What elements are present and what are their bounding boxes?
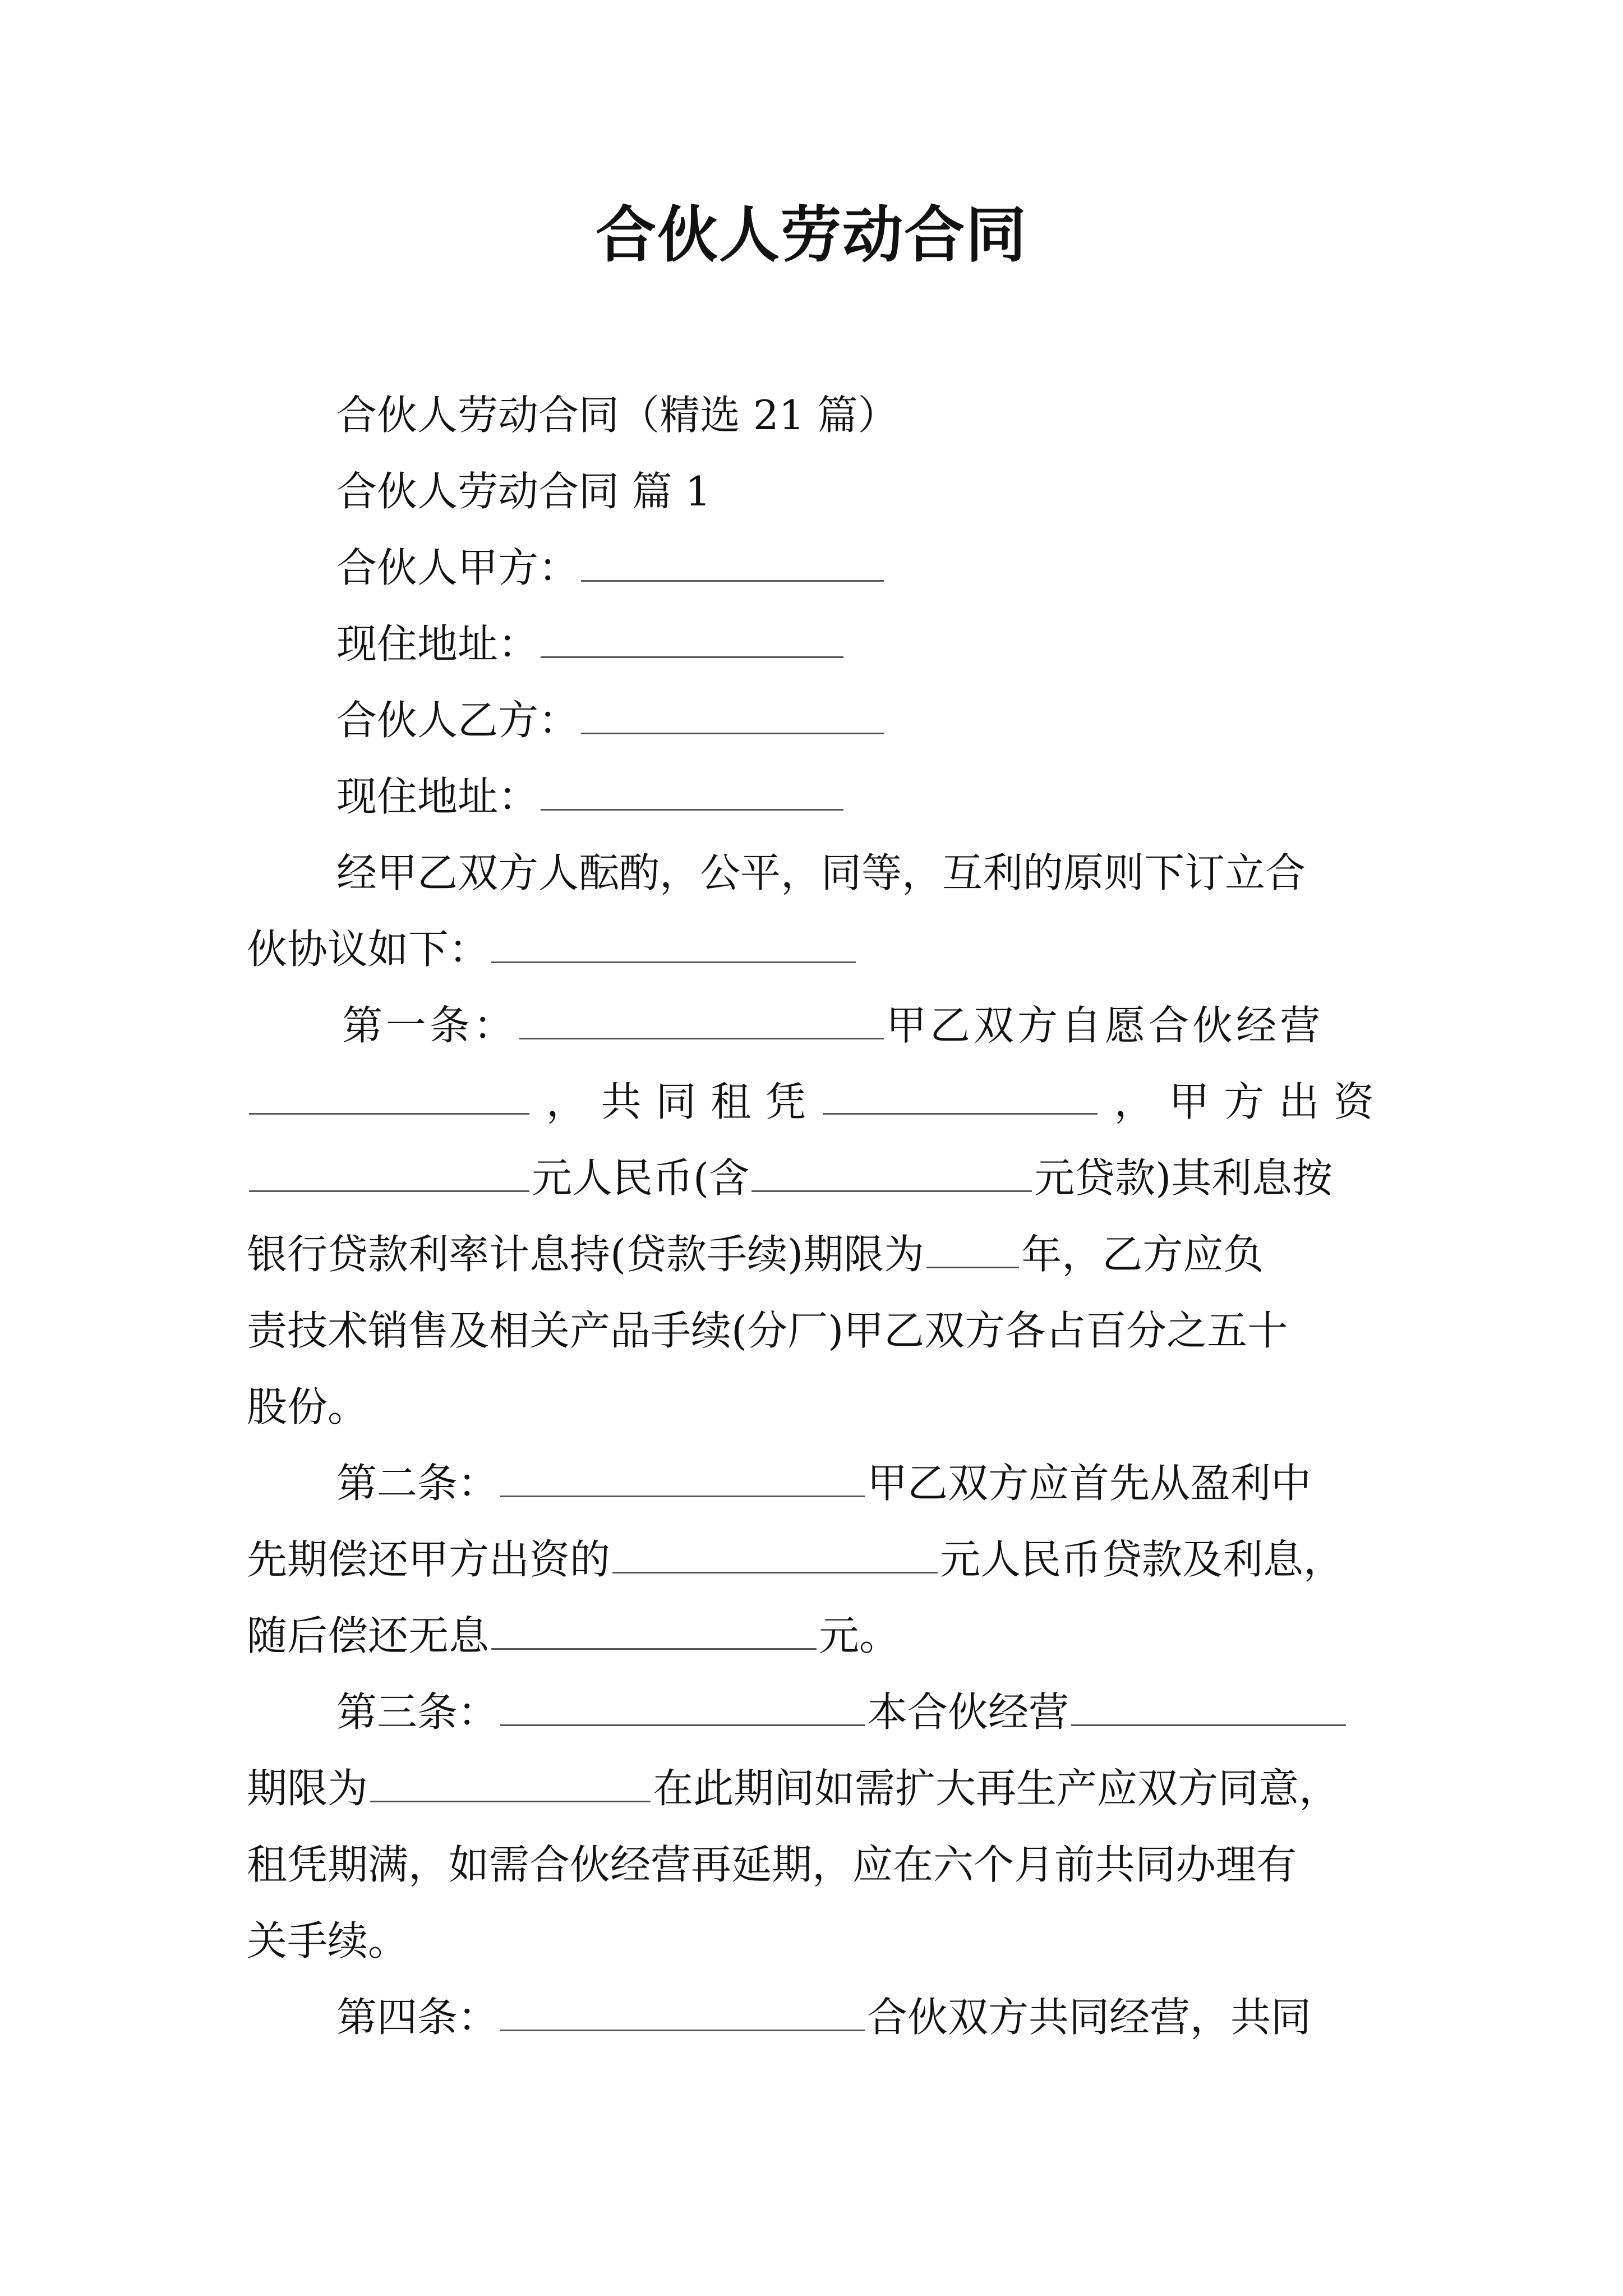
word-jia: 甲 [1169, 1078, 1210, 1125]
article-3-label: 第三条： [336, 1688, 499, 1736]
article-1-line-2 [247, 1074, 1374, 1130]
word-chu: 出 [1279, 1078, 1320, 1125]
article-1-blank-3 [823, 1074, 1098, 1115]
article-1-text-3a: 元人民币(含 [532, 1154, 750, 1202]
article-4-line-1 [336, 1989, 1311, 2045]
word-zi: 资 [1333, 1078, 1374, 1125]
chapter-text: 合伙人劳动合同 篇 1 [336, 468, 711, 515]
article-4-blank-1 [500, 1990, 865, 2031]
article-3-text-1: 本合伙经营 [867, 1688, 1069, 1736]
article-3-text-2a: 期限为 [247, 1765, 368, 1812]
article-3-text-4: 关手续。 [247, 1917, 409, 1964]
address-b-label: 现住地址： [336, 773, 539, 820]
intro-text-2: 伙协议如下： [247, 926, 490, 973]
party-a-line [336, 540, 886, 596]
article-2-blank-2 [612, 1533, 938, 1573]
article-2-line-3 [247, 1608, 900, 1664]
address-a-blank [541, 617, 843, 658]
article-1-line-3 [247, 1150, 1332, 1206]
article-3-blank-3 [370, 1761, 651, 1802]
word-gong: 共 [601, 1078, 642, 1125]
article-1-line-5 [247, 1303, 1288, 1359]
article-1-label: 第一条： [342, 1002, 518, 1049]
article-1-blank-6 [926, 1227, 1019, 1268]
article-4-text-1: 合伙双方共同经营，共同 [867, 1994, 1312, 2041]
article-3-line-2 [247, 1760, 1339, 1816]
address-b-blank [541, 770, 843, 811]
article-1-line-6 [247, 1379, 368, 1435]
chapter-line [336, 463, 711, 519]
article-3-blank-2 [1071, 1685, 1346, 1726]
intro-text-1: 经甲乙双方人酝酌，公平，同等，互利的原则下订立合 [336, 849, 1306, 896]
article-1-text-4b: 年，乙方应负 [1021, 1231, 1264, 1278]
article-3-line-3 [247, 1837, 1297, 1893]
party-b-line [336, 692, 886, 748]
article-2-text-3b: 元。 [819, 1612, 900, 1659]
article-1-blank-1 [519, 999, 884, 1039]
article-2-text-1: 甲乙双方应首先从盈利中 [867, 1460, 1312, 1507]
article-3-blank-1 [500, 1685, 865, 1726]
article-3-line-1 [336, 1684, 1348, 1740]
article-1-text-6: 股份。 [247, 1383, 368, 1430]
party-b-blank [581, 693, 884, 734]
intro-line-1 [336, 845, 1306, 901]
article-1-text-3b: 元贷款)其利息按 [1034, 1154, 1333, 1202]
article-1-text-5: 责技术销售及相关产品手续(分厂)甲乙双方各占百分之五十 [247, 1307, 1288, 1354]
word-zu: 租 [711, 1078, 751, 1125]
intro-blank [491, 922, 856, 963]
word-ping: 凭 [766, 1078, 806, 1125]
party-a-blank [581, 541, 884, 582]
article-2-blank-1 [500, 1456, 865, 1497]
comma-1: ， [546, 1078, 587, 1125]
article-1-blank-5 [751, 1151, 1032, 1192]
article-1-blank-2 [249, 1074, 529, 1115]
article-3-line-4 [247, 1913, 408, 1969]
address-a-label: 现住地址： [336, 620, 539, 668]
article-3-text-3: 租凭期满，如需合伙经营再延期，应在六个月前共同办理有 [247, 1841, 1297, 1888]
word-tong: 同 [656, 1078, 697, 1125]
article-1-blank-4 [249, 1151, 529, 1192]
article-1-line-1 [342, 997, 1324, 1053]
party-a-label: 合伙人甲方： [336, 544, 579, 591]
article-1-text-4a: 银行贷款利率计息持(贷款手续)期限为 [247, 1231, 925, 1278]
article-2-text-2b: 元人民币贷款及利息， [940, 1536, 1344, 1583]
article-4-label: 第四条： [336, 1994, 499, 2041]
article-2-text-2a: 先期偿还甲方出资的 [247, 1536, 611, 1583]
article-2-line-2 [247, 1531, 1344, 1588]
intro-line-2 [247, 921, 858, 977]
party-b-label: 合伙人乙方： [336, 697, 579, 744]
article-3-text-2b: 在此期间如需扩大再生产应双方同意， [653, 1765, 1340, 1812]
address-b-line [336, 769, 846, 825]
article-2-label: 第二条： [336, 1460, 499, 1507]
document-title: 合伙人劳动合同 [595, 200, 1027, 270]
article-1-line-4 [247, 1226, 1264, 1282]
article-1-text-1: 甲乙双方自愿合伙经营 [886, 1002, 1324, 1049]
word-fang: 方 [1224, 1078, 1265, 1125]
article-2-text-3a: 随后偿还无息 [247, 1612, 490, 1659]
subtitle-text: 合伙人劳动合同（精选 21 篇） [336, 392, 898, 439]
article-2-blank-3 [491, 1609, 817, 1650]
article-2-line-1 [336, 1455, 1311, 1511]
comma-2: ， [1114, 1078, 1155, 1125]
subtitle-line [336, 387, 898, 443]
address-a-line [336, 616, 846, 672]
